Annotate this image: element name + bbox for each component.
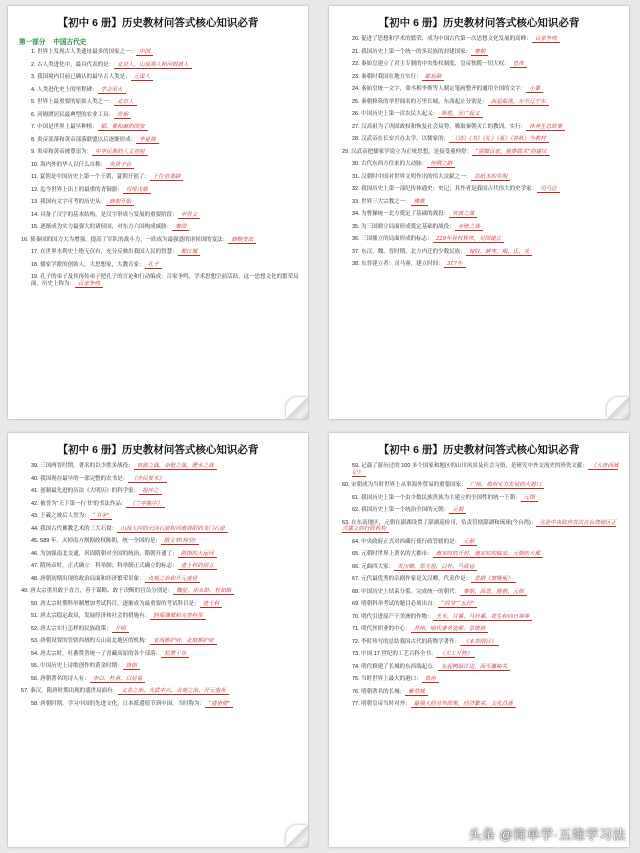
question-item — [17, 563, 299, 570]
question-item — [338, 539, 620, 546]
question-item — [17, 463, 299, 470]
handwritten-answer: 《齐民要术》 — [128, 476, 167, 483]
question-text: 7. 中国是世界上最早种植： — [31, 124, 98, 130]
question-text: 34. 为曹操统一北方奠定了基础的战役： — [352, 211, 450, 217]
handwritten-answer: 司母戊鼎 — [123, 187, 151, 194]
question-text: 76. 明朝著名的长城： — [352, 688, 406, 695]
question-item — [17, 262, 299, 269]
handwritten-answer: 稻、粟和麻的国家 — [98, 124, 148, 131]
question-text: 61. 我国历史上第一个由少数民族贵族为主建立的全国性的统一王朝： — [352, 494, 521, 501]
handwritten-answer: 中华民族的人文初祖 — [92, 149, 148, 156]
question-text: 39. 三国两晋时期，著名的以少胜多战役： — [31, 463, 134, 469]
question-list — [17, 463, 299, 707]
handwritten-answer: 商朝开始 — [106, 199, 134, 206]
question-item — [338, 676, 620, 683]
question-item — [338, 124, 620, 131]
question-text: 63. 在东南地区，元朝在澎湖设置了澎湖巡检司，负责管辖澎湖和琉球(今台湾)： — [342, 519, 537, 526]
question-item — [338, 261, 620, 268]
question-item — [338, 199, 620, 206]
question-text: 54. 唐太宗时，吐蕃赞普统一了青藏高原的各个部落： — [31, 650, 162, 657]
handwritten-answer: 佛教 — [411, 199, 428, 206]
handwritten-answer: 骨耜 — [114, 112, 131, 119]
question-text: 9. 炎帝和黄帝被尊崇为： — [31, 149, 93, 155]
question-item — [338, 186, 620, 193]
question-text: 17. 在世界水利史上绝无仅有，充分反映出我国人民的智慧： — [31, 249, 178, 255]
question-item — [17, 137, 299, 144]
question-item — [17, 551, 299, 558]
handwritten-answer: 学会用火 — [98, 87, 126, 94]
handwritten-answer: 陈胜、吴广起义 — [438, 111, 483, 118]
question-item — [17, 663, 299, 670]
handwritten-answer: 秦朝、西晋、隋朝、元朝 — [460, 589, 527, 596]
question-text: 75. 当时世界上最大的港口： — [352, 676, 422, 682]
handwritten-answer: 官渡之战 — [449, 211, 477, 218]
handwritten-answer: 隋文帝(杨坚) — [161, 538, 199, 545]
question-text: 46. 为加强南北交通，巩固隋朝对全国的统治，隋朝开通了： — [31, 550, 178, 557]
handwritten-answer: 这是中央政府首次在台湾地区正式建立的行政机构 — [342, 519, 617, 532]
question-item — [17, 488, 299, 495]
handwritten-answer: 隋朝的大运河 — [178, 551, 217, 558]
handwritten-answer: 百家争鸣 — [75, 281, 103, 288]
question-text: 64. 中央政府正式对西藏行使行政管辖的是： — [352, 538, 461, 545]
question-text: 16. 使秦国的国力大为增强，提高了军队的战斗力，一跃成为最强盛的诸侯国的变法： — [21, 236, 229, 243]
question-item — [338, 626, 620, 633]
question-list — [338, 36, 620, 268]
question-item — [17, 87, 299, 94]
page-title: 【初中 6 册】历史教材问答式核心知识必背 — [378, 17, 580, 29]
page-curl — [286, 825, 308, 847]
page-curl — [286, 397, 308, 419]
question-text: 1. 世界上发现古人类遗址最多的国家之一： — [31, 49, 137, 55]
question-text: 52. 唐太宗实行怎样的民族政策： — [31, 625, 112, 632]
document-page-2 — [329, 6, 629, 419]
section-heading — [19, 36, 299, 46]
handwritten-answer: 唐朝 — [123, 663, 140, 670]
watermark-text: 头条 @简单学·五维学习法 — [468, 827, 626, 842]
page-title: 【初中 6 册】历史教材问答式核心知识必背 — [378, 444, 580, 456]
question-item — [17, 676, 299, 683]
handwritten-answer: 小篆 — [526, 86, 543, 93]
handwritten-answer: 孔子 — [145, 262, 162, 269]
question-item — [338, 36, 620, 43]
question-item — [17, 99, 299, 106]
question-item — [17, 526, 299, 533]
question-text: 77. 明朝皇帝当时对外： — [352, 701, 411, 707]
question-text: 4. 人类进化史上的里程碑： — [31, 86, 98, 93]
question-item — [338, 99, 620, 106]
question-item — [17, 187, 299, 194]
question-text: 2. 古人类进化中，最具代表的是： — [31, 61, 115, 68]
question-text: 44. 我国古代佛教艺术的三大石窟： — [31, 525, 118, 532]
question-item — [338, 689, 620, 696]
question-text: 73. 中国 17 世纪的工艺百科全书： — [352, 651, 437, 657]
question-text: 13. 我国有文字可考的历史从： — [31, 199, 107, 205]
handwritten-answer: 进士科 — [200, 601, 223, 608]
question-item — [338, 149, 620, 156]
handwritten-answer: 元朝 — [449, 507, 466, 514]
question-text: 70. 明代引进原产于美洲的作物： — [352, 613, 433, 620]
question-text: 12. 迄今世界上出土的最重的青铜器： — [31, 186, 123, 193]
question-text: 3. 我国境内目前已确认的最早古人类是： — [31, 74, 131, 80]
handwritten-answer: 紫禁城 — [405, 689, 428, 696]
question-text: 11. 夏朝是中国历史上第一个王朝，夏朝开创了： — [31, 174, 150, 180]
handwritten-answer: 开明 — [112, 626, 129, 633]
question-text: 36. 三国鼎立的局面形成的标志： — [352, 236, 433, 242]
question-text: 27. 汉高祖为了巩固政权和恢复社会局势，吸取秦朝灭亡的教训，实行： — [352, 123, 527, 130]
question-item — [17, 513, 299, 520]
question-item — [17, 638, 299, 645]
question-item — [17, 613, 299, 620]
question-text: 33. 世界三大宗教之一： — [352, 198, 411, 205]
question-item — [338, 174, 620, 181]
question-item — [17, 212, 299, 219]
handwritten-answer: 丝绸之路 — [427, 161, 455, 168]
handwritten-answer: 炎黄子孙 — [106, 162, 134, 169]
question-item — [17, 651, 299, 658]
question-text: 14. 具备了汉字的基本结构，是汉字形成与发展的重要阶段： — [31, 211, 178, 218]
question-item — [338, 49, 620, 56]
page-title: 【初中 6 册】历史教材问答式核心知识必背 — [57, 444, 259, 456]
handwritten-answer: 《诗》《书》《礼》《易》《春秋》为教材 — [449, 136, 549, 143]
handwritten-answer: 元朝 — [521, 495, 538, 502]
question-item — [17, 49, 299, 56]
handwritten-answer: 玉米、甘薯、马铃薯、花生和向日葵等 — [433, 614, 533, 621]
question-text: 5. 世界上最重要的原始人类之一： — [31, 99, 115, 105]
question-list — [338, 463, 620, 708]
question-item — [338, 589, 620, 596]
handwritten-answer: 皇帝 — [510, 61, 527, 68]
handwritten-answer: 郡县制 — [422, 74, 445, 81]
question-item — [338, 601, 620, 608]
question-item — [338, 576, 620, 583]
question-text: 30. 古代东西方往来的大动脉： — [352, 161, 428, 167]
question-text: 66. 元曲四大家： — [352, 563, 395, 570]
question-text: 71. 明代丝织业的中心： — [352, 626, 411, 632]
question-item — [338, 520, 620, 533]
question-item — [17, 274, 299, 287]
handwritten-answer: 最强大的对外政策，经济繁荣，文化昌盛 — [411, 701, 516, 708]
question-text: 6. 河姆渡居民最典型的农业工具： — [31, 111, 115, 118]
question-item — [17, 601, 299, 608]
question-item — [338, 249, 620, 256]
question-text: 18. 儒家学派的创始人，大思想家，大教育家： — [31, 261, 145, 268]
document-page-1 — [8, 6, 308, 419]
handwritten-answer: 松赞干布 — [161, 651, 189, 658]
handwritten-answer: 王位世袭制 — [150, 174, 184, 181]
question-item — [17, 688, 299, 695]
question-text: 35. 为三国鼎立局面形成奠定基础的战役： — [352, 223, 455, 230]
question-text: 59. 记载了游历过的 100 多个国家和地区的山川风景及社会习俗，是研究中外交流史的珍贵文献： — [352, 463, 588, 469]
handwritten-answer: 秦朝 — [471, 49, 488, 56]
handwritten-answer: “书圣” — [90, 513, 113, 520]
handwritten-answer: 《大唐西域记》 — [352, 463, 619, 476]
question-item — [338, 74, 620, 81]
question-text: 19. 孔子的弟子及其再传弟子把孔子的言论和行动编成：百家争鸣，学术思想空前活跃，这一思想文化的繁荣局面，历史上称为： — [31, 274, 299, 287]
question-item — [17, 199, 299, 206]
question-item — [338, 614, 620, 621]
handwritten-answer: 《天工开物》 — [436, 651, 475, 658]
question-text: 22. 秦始皇建立了君主专制的中央集权制度，皇帝独揽一切大权： — [352, 61, 510, 67]
question-text: 65. 元朝时世界上著名的大都市： — [352, 551, 433, 557]
question-item — [17, 174, 299, 181]
question-item — [338, 651, 620, 658]
handwritten-answer: 赤壁之战 — [455, 224, 483, 231]
handwritten-answer: 元朝 — [460, 539, 477, 546]
section-label: 第一部分 — [19, 39, 46, 46]
question-text: 32. 我国历史上第一部纪传体通史：史记；其作者是我国古代伟大的史学家： — [352, 186, 538, 192]
handwritten-answer: 南宋时的开封、南宋时的临安、元朝的大都 — [433, 551, 544, 558]
question-item — [17, 476, 299, 483]
question-item — [17, 501, 299, 508]
question-text: 53. 唐朝设置的管辖西域的天山南北地区的机构： — [31, 638, 151, 644]
question-text: 56. 唐朝著名的诗人有： — [31, 675, 90, 682]
handwritten-answer: 317年 — [444, 261, 466, 268]
question-text: 26. 中国历史上第一次农民大起义： — [352, 111, 439, 117]
question-text: 55. 中国历史上诗歌创作的黄金时期： — [31, 663, 123, 669]
question-text: 25. 秦朝修筑的举世闻名的万里长城，东西起止分别是： — [352, 98, 488, 105]
question-item — [17, 538, 299, 545]
question-text: 21. 我国历史上第一个统一的多民族的封建国家： — [352, 48, 472, 55]
handwritten-answer: 匈奴、鲜卑、羯、氐、羌 — [466, 249, 533, 256]
question-item — [17, 149, 299, 156]
question-text: 47. 隋炀帝时，正式确立：科举制；科举制正式确立的标志： — [31, 563, 178, 569]
question-text: 67. 元代最优秀的杂剧作家是关汉卿，代表作是： — [352, 576, 472, 582]
question-text: 29. 汉武帝把儒家学说立为正统思想，是接受董仲舒： — [342, 148, 473, 155]
question-item — [17, 701, 299, 708]
handwritten-answer: 安西都护府、北庭都护府 — [150, 638, 217, 645]
handwritten-answer: “遣唐使” — [205, 701, 233, 708]
question-text: 62. 我国历史上第一个统治全国的元朝： — [352, 507, 450, 513]
handwritten-answer: 泉州 — [422, 676, 439, 683]
question-text: 42. 被誉为“天下第一行书”的书法作品： — [31, 500, 127, 507]
question-item — [338, 639, 620, 646]
question-item — [338, 211, 620, 218]
handwritten-answer: 关汉卿、郑光祖、白朴、马致远 — [394, 564, 477, 571]
question-item — [17, 162, 299, 169]
handwritten-answer: 北京人 — [114, 99, 137, 106]
question-item — [338, 701, 620, 708]
handwritten-answer: 轻徭薄赋和完善科举 — [150, 613, 206, 620]
question-text: 28. 汉武帝在长安兴办太学，以儒家的： — [352, 136, 450, 142]
question-text: 24. 秦始皇统一文字，命丞相李斯等人制定笔画整齐的通用全国的文字： — [352, 86, 527, 92]
question-text: 38. 东晋建立者：司马睿，建立时间： — [352, 261, 444, 267]
handwritten-answer: 东起鸭绿江边，西至嘉峪关 — [438, 664, 510, 671]
handwritten-answer: 秦国 — [172, 224, 189, 231]
handwritten-answer: 百家争鸣 — [532, 36, 560, 43]
handwritten-answer: 西起临洮，东至辽宁东 — [488, 99, 549, 106]
question-item — [338, 236, 620, 243]
question-item — [17, 626, 299, 633]
question-item — [17, 74, 299, 81]
question-text: 10. 海内外的华人以什么自称： — [31, 161, 107, 168]
question-item — [338, 495, 620, 502]
question-text: 20. 促进了思想和学术的繁荣，成为中国古代第一次思想文化发展的高峰： — [352, 36, 532, 42]
question-text: 68. 中国历史上结束分裂、完成统一的朝代： — [352, 588, 461, 595]
question-item — [17, 224, 299, 231]
handwritten-answer: 商鞅变法 — [228, 237, 256, 244]
question-item — [338, 161, 620, 168]
question-item — [17, 249, 299, 256]
handwritten-answer: 休养生息政策 — [526, 124, 565, 131]
document-page-4 — [329, 433, 629, 847]
question-text: 15. 逐渐成为实力最强大的诸侯国，对东方六国构成威胁： — [31, 224, 173, 230]
handwritten-answer: 《兰亭集序》 — [126, 501, 165, 508]
handwritten-answer: 广州、泉州实力发展的大港口 — [467, 482, 545, 489]
handwritten-answer: 贞观之治和开元盛世 — [145, 576, 201, 583]
question-text: 43. 王羲之被后人誉为： — [31, 513, 90, 519]
handwritten-answer: 苏州、明代著名瓷都：景德镇 — [411, 626, 489, 633]
handwritten-answer: 都江堰 — [178, 249, 201, 256]
handwritten-answer: 北京人、山顶洞人和河姆渡人 — [114, 62, 192, 69]
question-item — [338, 551, 620, 558]
question-item — [17, 112, 299, 119]
handwritten-answer: 李白、杜甫、白居易 — [90, 676, 146, 683]
handwritten-answer: 文景之治、光武中兴、贞观之治、开元盛世 — [118, 688, 229, 695]
question-text: 58. 唐朝时期，学习中国的先进文化，日本派遣使节到中国，当时称为： — [31, 700, 206, 707]
question-text: 48. 唐朝初期出现的政治局面和经济繁荣景象： — [31, 575, 145, 582]
question-item — [17, 588, 299, 595]
question-text: 57. 秦汉，隋唐时期出现的盛世局面有： — [21, 688, 119, 694]
question-text: 37. 东汉、魏、晋时期，北方内迁的少数民族： — [352, 248, 466, 255]
question-item — [338, 86, 620, 93]
handwritten-answer: “四书”“五经” — [438, 601, 477, 608]
question-item — [338, 463, 620, 476]
question-text: 50. 唐太宗时期科举制增加考试科目，逐渐成为最重要的考试科目是： — [31, 600, 200, 607]
handwritten-answer: 造纸术的发明 — [471, 174, 510, 181]
question-item — [338, 482, 620, 489]
question-item — [17, 576, 299, 583]
handwritten-answer: 甲骨文 — [178, 212, 201, 219]
handwritten-answer: 中国 — [136, 49, 153, 56]
question-item — [338, 61, 620, 68]
question-text: 41. 创制最先进的历法《大明历》的科学家： — [31, 488, 140, 494]
handwritten-answer: “罢黜百家，独尊儒术”的建议 — [472, 149, 550, 156]
handwritten-answer: 进士科的创立 — [178, 563, 217, 570]
question-text: 51. 唐太宗稳定政局，发展经济和社会的措施有： — [31, 613, 151, 619]
handwritten-answer: 华夏族 — [136, 137, 159, 144]
question-item — [338, 664, 620, 671]
question-text: 60. 宋朝成为当时世界上从事海外贸易的重要国家： — [342, 482, 467, 488]
question-text: 40. 我国现存最早的一部完整的农书是： — [31, 475, 129, 482]
document-page-3 — [8, 433, 308, 847]
question-item — [338, 507, 620, 514]
handwritten-answer: 悲剧《窦娥冤》 — [471, 576, 516, 583]
question-text: 23. 秦朝时我国在地方实行： — [352, 73, 422, 80]
section-name: 中国古代史 — [53, 39, 87, 46]
question-list — [17, 49, 299, 287]
question-item — [338, 224, 620, 231]
handwritten-answer: 元谋人 — [131, 74, 154, 81]
question-text: 69. 明朝科举考试的题目必须出自： — [352, 601, 439, 607]
handwritten-answer: 山西大同的云冈石窟和河南洛阳的龙门石窟 — [117, 526, 228, 533]
page-curl — [607, 397, 629, 419]
question-item — [17, 62, 299, 69]
handwritten-answer: 司马迁 — [537, 186, 560, 193]
question-item — [338, 136, 620, 143]
handwritten-answer: 官渡之战、赤壁之战、淝水之战 — [134, 463, 217, 470]
handwritten-answer: 《本草纲目》 — [460, 639, 499, 646]
question-text: 31. 汉朝时中国对世界文明作出的伟大贡献之一： — [352, 173, 472, 180]
question-text: 74. 明代修建了长城的东西端起点： — [352, 663, 439, 670]
question-item — [17, 237, 299, 244]
question-item — [17, 124, 299, 131]
question-item — [338, 111, 620, 118]
question-item — [338, 564, 620, 571]
page-title: 【初中 6 册】历史教材问答式核心知识必背 — [57, 17, 259, 29]
question-text: 72. 李时珍写的总结我国古代的药物学著作： — [352, 638, 461, 645]
question-text: 8. 炎帝部落和黄帝部落联盟以后逐渐形成： — [31, 136, 137, 143]
handwritten-answer: 祖冲之 — [139, 488, 162, 495]
question-text: 45. 589 年，灭掉南方割据政权陈朝，统一全国的是： — [31, 538, 161, 544]
handwritten-answer: 229年孙权称帝，吴国建立 — [433, 236, 505, 243]
question-text: 49. 唐太宗重用敢于直言，善于谋略、敢于决断的宫员分别是： — [21, 588, 174, 594]
handwritten-answer: 魏征、房玄龄、杜如晦 — [173, 588, 234, 595]
